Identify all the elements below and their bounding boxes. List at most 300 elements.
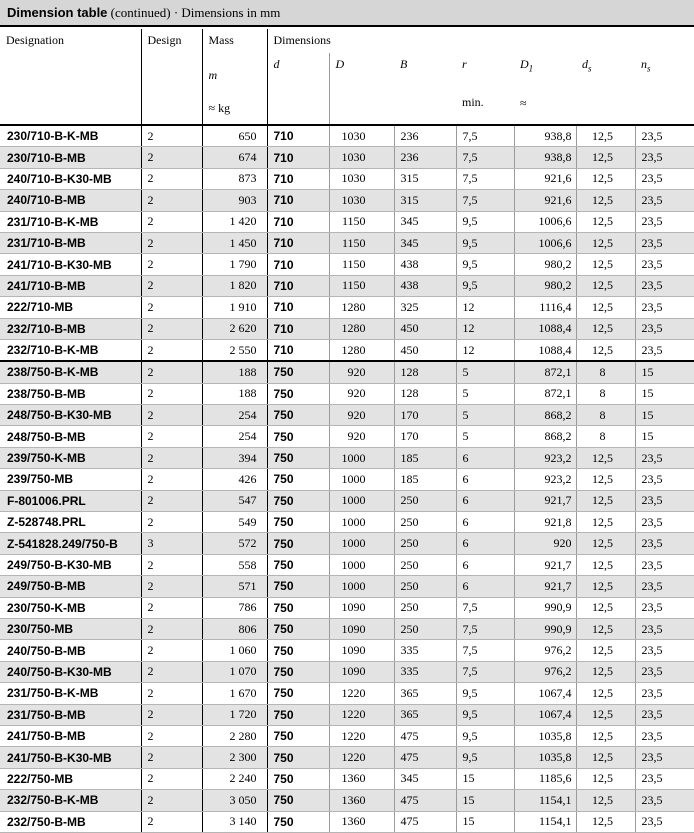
cell-mass: 1 790 [202,254,267,275]
cell-designation: 249/750-B-MB [0,576,141,597]
table-row [0,211,694,232]
cell-ds: 12,5 [576,168,635,189]
cell-D: 1280 [329,318,394,339]
cell-mass: 571 [202,576,267,597]
header-design: Design [141,29,202,125]
cell-d: 750 [267,768,329,789]
cell-r: 5 [456,405,514,426]
cell-D1: 938,8 [514,147,576,168]
cell-r: 9,5 [456,254,514,275]
cell-D: 1000 [329,447,394,468]
cell-B: 250 [394,597,456,618]
cell-d: 710 [267,232,329,253]
cell-r: 7,5 [456,618,514,639]
table-row [0,683,694,704]
cell-r: 5 [456,426,514,447]
cell-ns: 23,5 [635,211,694,232]
cell-d: 750 [267,747,329,768]
cell-mass: 547 [202,490,267,511]
cell-designation: 240/750-B-K30-MB [0,661,141,682]
cell-designation: 230/750-K-MB [0,597,141,618]
table-row [0,361,694,383]
header-mass-label: Mass [208,33,234,47]
cell-r: 6 [456,554,514,575]
table-title-suffix: (continued) · Dimensions in mm [110,5,281,20]
cell-B: 475 [394,811,456,832]
cell-r: 15 [456,811,514,832]
cell-ns: 23,5 [635,254,694,275]
cell-B: 315 [394,190,456,211]
cell-B: 475 [394,790,456,811]
cell-mass: 1 420 [202,211,267,232]
cell-designation: 232/710-B-MB [0,318,141,339]
cell-B: 325 [394,297,456,318]
cell-design: 2 [141,811,202,832]
header-ds: $d_s$ [576,53,635,125]
cell-r: 15 [456,768,514,789]
table-row [0,318,694,339]
cell-ds: 12,5 [576,554,635,575]
cell-ds: 12,5 [576,147,635,168]
cell-mass: 873 [202,168,267,189]
cell-ds: 12,5 [576,533,635,554]
table-row [0,405,694,426]
cell-D1: 1154,1 [514,811,576,832]
cell-design: 2 [141,512,202,533]
cell-design: 2 [141,190,202,211]
cell-D1: 1088,4 [514,318,576,339]
cell-design: 2 [141,790,202,811]
cell-B: 128 [394,361,456,383]
cell-designation: 240/710-B-MB [0,190,141,211]
cell-D1: 921,6 [514,190,576,211]
header-mass-symbol: m [208,68,218,82]
header-r-note: min. [462,95,484,109]
header-B: B [394,53,456,125]
cell-designation: 239/750-K-MB [0,447,141,468]
cell-mass: 549 [202,512,267,533]
table-row [0,254,694,275]
cell-ns: 23,5 [635,811,694,832]
cell-ds: 12,5 [576,125,635,147]
cell-D1: 1088,4 [514,339,576,361]
cell-ds: 8 [576,405,635,426]
cell-d: 750 [267,533,329,554]
cell-mass: 2 300 [202,747,267,768]
cell-design: 2 [141,469,202,490]
cell-d: 750 [267,640,329,661]
cell-mass: 2 240 [202,768,267,789]
cell-ns: 15 [635,361,694,383]
cell-r: 9,5 [456,211,514,232]
cell-ds: 12,5 [576,704,635,725]
cell-ds: 12,5 [576,811,635,832]
table-row [0,597,694,618]
cell-ns: 23,5 [635,768,694,789]
cell-D1: 1116,4 [514,297,576,318]
table-row [0,768,694,789]
cell-D1: 976,2 [514,640,576,661]
cell-designation: 232/750-B-MB [0,811,141,832]
cell-design: 2 [141,640,202,661]
cell-ds: 12,5 [576,618,635,639]
cell-ns: 15 [635,383,694,404]
cell-r: 12 [456,339,514,361]
cell-B: 250 [394,512,456,533]
cell-design: 2 [141,361,202,383]
cell-d: 750 [267,683,329,704]
cell-d: 710 [267,125,329,147]
cell-mass: 394 [202,447,267,468]
cell-B: 250 [394,576,456,597]
cell-D1: 921,8 [514,512,576,533]
cell-mass: 254 [202,426,267,447]
cell-B: 128 [394,383,456,404]
cell-ds: 12,5 [576,512,635,533]
cell-ds: 12,5 [576,768,635,789]
cell-ds: 12,5 [576,490,635,511]
cell-ns: 23,5 [635,318,694,339]
cell-r: 9,5 [456,725,514,746]
cell-D: 1360 [329,768,394,789]
cell-r: 15 [456,790,514,811]
cell-D: 920 [329,361,394,383]
cell-ns: 15 [635,405,694,426]
cell-d: 710 [267,339,329,361]
cell-design: 2 [141,147,202,168]
cell-D1: 1185,6 [514,768,576,789]
cell-ns: 23,5 [635,747,694,768]
cell-d: 710 [267,147,329,168]
cell-design: 2 [141,447,202,468]
cell-D1: 1067,4 [514,683,576,704]
cell-D1: 921,7 [514,554,576,575]
cell-mass: 1 910 [202,297,267,318]
cell-d: 750 [267,447,329,468]
cell-mass: 786 [202,597,267,618]
cell-B: 236 [394,125,456,147]
cell-designation: 231/750-B-K-MB [0,683,141,704]
table-row [0,533,694,554]
cell-designation: 241/750-B-K30-MB [0,747,141,768]
cell-ns: 23,5 [635,683,694,704]
cell-ds: 12,5 [576,725,635,746]
cell-ds: 12,5 [576,640,635,661]
cell-D: 920 [329,383,394,404]
cell-D: 1150 [329,211,394,232]
cell-design: 2 [141,576,202,597]
cell-ds: 12,5 [576,447,635,468]
cell-r: 9,5 [456,275,514,296]
cell-D: 1000 [329,576,394,597]
cell-B: 250 [394,533,456,554]
header-mass [202,29,267,125]
cell-ns: 15 [635,426,694,447]
cell-designation: 222/710-MB [0,297,141,318]
cell-mass: 2 620 [202,318,267,339]
cell-mass: 1 670 [202,683,267,704]
cell-ds: 12,5 [576,318,635,339]
cell-ns: 23,5 [635,190,694,211]
cell-B: 335 [394,661,456,682]
cell-B: 438 [394,275,456,296]
cell-B: 345 [394,211,456,232]
cell-d: 750 [267,704,329,725]
cell-ds: 12,5 [576,339,635,361]
cell-d: 750 [267,618,329,639]
cell-d: 750 [267,361,329,383]
cell-d: 710 [267,275,329,296]
cell-D1: 921,7 [514,490,576,511]
cell-D1: 1006,6 [514,211,576,232]
cell-design: 2 [141,297,202,318]
cell-ns: 23,5 [635,661,694,682]
cell-mass: 650 [202,125,267,147]
cell-D: 1000 [329,469,394,490]
cell-designation: F-801006.PRL [0,490,141,511]
cell-mass: 2 280 [202,725,267,746]
cell-B: 185 [394,447,456,468]
table-row [0,297,694,318]
cell-design: 2 [141,554,202,575]
cell-ns: 23,5 [635,512,694,533]
cell-designation: 238/750-B-MB [0,383,141,404]
cell-r: 6 [456,490,514,511]
cell-D: 920 [329,405,394,426]
cell-design: 2 [141,211,202,232]
cell-B: 315 [394,168,456,189]
cell-ds: 12,5 [576,275,635,296]
header-d: d [267,53,329,125]
cell-ns: 23,5 [635,297,694,318]
cell-D1: 872,1 [514,361,576,383]
cell-d: 710 [267,297,329,318]
table-row [0,339,694,361]
cell-designation: 248/750-B-MB [0,426,141,447]
cell-D: 1150 [329,232,394,253]
cell-design: 2 [141,254,202,275]
cell-D: 1150 [329,254,394,275]
cell-design: 2 [141,275,202,296]
cell-ns: 23,5 [635,597,694,618]
cell-design: 2 [141,168,202,189]
cell-d: 750 [267,725,329,746]
cell-ds: 8 [576,361,635,383]
table-row [0,704,694,725]
header-mass-unit: ≈ kg [208,101,231,115]
cell-design: 2 [141,125,202,147]
header-ns: $n_s$ [635,53,694,125]
cell-D: 1000 [329,512,394,533]
table-row [0,190,694,211]
cell-mass: 1 720 [202,704,267,725]
cell-r: 9,5 [456,747,514,768]
cell-mass: 188 [202,383,267,404]
cell-designation: 231/750-B-MB [0,704,141,725]
cell-r: 5 [456,361,514,383]
cell-design: 2 [141,383,202,404]
cell-designation: 241/710-B-MB [0,275,141,296]
cell-ns: 23,5 [635,618,694,639]
cell-mass: 558 [202,554,267,575]
cell-designation: 248/750-B-K30-MB [0,405,141,426]
header-D1-note: ≈ [520,96,527,111]
table-row [0,554,694,575]
cell-design: 2 [141,768,202,789]
cell-D: 1090 [329,661,394,682]
cell-design: 2 [141,405,202,426]
cell-B: 250 [394,490,456,511]
cell-ns: 23,5 [635,447,694,468]
table-row [0,618,694,639]
cell-design: 2 [141,704,202,725]
cell-designation: 240/750-B-MB [0,640,141,661]
cell-ds: 12,5 [576,683,635,704]
cell-d: 750 [267,597,329,618]
cell-B: 475 [394,725,456,746]
cell-designation: 230/750-MB [0,618,141,639]
table-row [0,447,694,468]
table-row [0,747,694,768]
cell-design: 2 [141,747,202,768]
cell-D1: 1006,6 [514,232,576,253]
cell-d: 710 [267,168,329,189]
cell-D: 1000 [329,554,394,575]
header-r: r min. [456,53,514,125]
cell-D: 1090 [329,597,394,618]
cell-D1: 1067,4 [514,704,576,725]
cell-B: 236 [394,147,456,168]
cell-r: 6 [456,447,514,468]
cell-ds: 12,5 [576,190,635,211]
cell-mass: 806 [202,618,267,639]
cell-design: 2 [141,683,202,704]
cell-B: 365 [394,683,456,704]
cell-mass: 1 820 [202,275,267,296]
cell-design: 2 [141,597,202,618]
cell-D: 1220 [329,704,394,725]
cell-ns: 23,5 [635,533,694,554]
cell-d: 750 [267,576,329,597]
cell-D: 1000 [329,533,394,554]
dimension-table-body [0,125,694,832]
cell-design: 2 [141,318,202,339]
header-designation: Designation [0,29,141,125]
cell-mass: 1 450 [202,232,267,253]
cell-D1: 1035,8 [514,725,576,746]
table-row [0,469,694,490]
cell-ds: 12,5 [576,232,635,253]
cell-D1: 990,9 [514,618,576,639]
cell-B: 345 [394,232,456,253]
cell-designation: 249/750-B-K30-MB [0,554,141,575]
cell-r: 7,5 [456,168,514,189]
cell-d: 750 [267,512,329,533]
cell-ns: 23,5 [635,469,694,490]
cell-D: 920 [329,426,394,447]
table-row [0,147,694,168]
cell-D: 1360 [329,790,394,811]
cell-ds: 12,5 [576,211,635,232]
cell-r: 6 [456,512,514,533]
table-title: Dimension table [7,5,108,20]
cell-mass: 1 060 [202,640,267,661]
cell-d: 750 [267,661,329,682]
cell-designation: 241/750-B-MB [0,725,141,746]
table-title-bar [0,0,694,27]
table-row [0,232,694,253]
table-row [0,811,694,832]
cell-d: 710 [267,211,329,232]
cell-B: 170 [394,405,456,426]
cell-D1: 1154,1 [514,790,576,811]
cell-ns: 23,5 [635,275,694,296]
dimension-table [0,29,694,833]
cell-D: 1280 [329,339,394,361]
table-row [0,426,694,447]
cell-r: 6 [456,576,514,597]
table-row [0,640,694,661]
cell-mass: 572 [202,533,267,554]
cell-r: 12 [456,318,514,339]
cell-design: 2 [141,339,202,361]
cell-designation: 222/750-MB [0,768,141,789]
cell-r: 7,5 [456,661,514,682]
cell-D1: 1035,8 [514,747,576,768]
cell-design: 2 [141,618,202,639]
cell-d: 750 [267,490,329,511]
cell-designation: Z-528748.PRL [0,512,141,533]
cell-mass: 254 [202,405,267,426]
cell-ds: 8 [576,426,635,447]
cell-ns: 23,5 [635,576,694,597]
cell-ns: 23,5 [635,339,694,361]
cell-d: 710 [267,318,329,339]
cell-B: 450 [394,318,456,339]
cell-D1: 921,7 [514,576,576,597]
cell-D1: 938,8 [514,125,576,147]
cell-designation: 231/710-B-MB [0,232,141,253]
cell-designation: 240/710-B-K30-MB [0,168,141,189]
cell-ns: 23,5 [635,168,694,189]
cell-r: 9,5 [456,232,514,253]
cell-ds: 12,5 [576,254,635,275]
cell-D: 1090 [329,618,394,639]
cell-r: 9,5 [456,683,514,704]
cell-ns: 23,5 [635,490,694,511]
cell-design: 3 [141,533,202,554]
cell-designation: 230/710-B-MB [0,147,141,168]
cell-r: 6 [456,533,514,554]
cell-ds: 8 [576,383,635,404]
table-row [0,661,694,682]
cell-r: 5 [456,383,514,404]
cell-B: 450 [394,339,456,361]
table-row [0,725,694,746]
cell-D1: 868,2 [514,426,576,447]
cell-D1: 990,9 [514,597,576,618]
cell-D: 1090 [329,640,394,661]
cell-design: 2 [141,426,202,447]
cell-D: 1220 [329,725,394,746]
cell-d: 750 [267,554,329,575]
cell-d: 750 [267,405,329,426]
cell-D1: 923,2 [514,469,576,490]
cell-d: 750 [267,469,329,490]
cell-design: 2 [141,661,202,682]
cell-mass: 903 [202,190,267,211]
header-D1: $D_1$ ≈ [514,53,576,125]
